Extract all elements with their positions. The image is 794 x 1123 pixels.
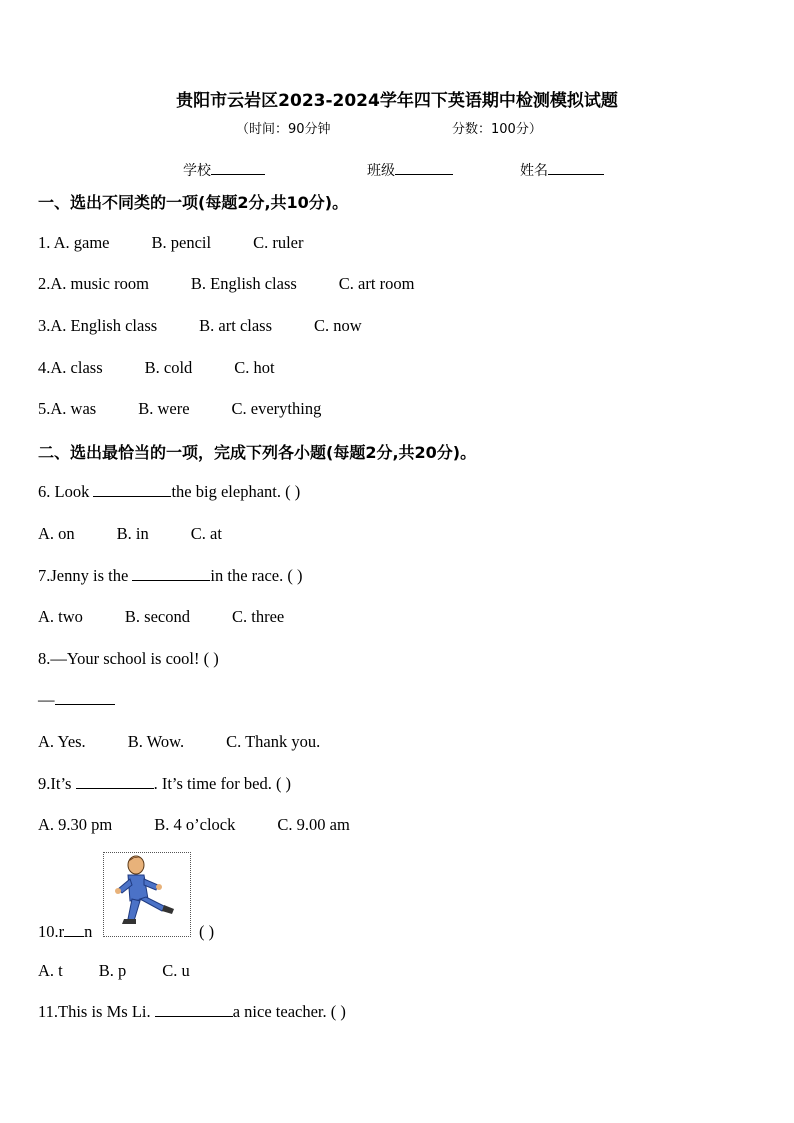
question-8-answer-line: — [38,690,115,710]
question-4: 4.A. class B. cold C. hot [38,358,275,377]
school-field [183,160,265,180]
question-7-options: A. two B. second C. three [38,607,285,626]
class-field [367,160,453,180]
name-field [520,160,604,180]
name-label: 姓名 [520,163,548,179]
question-11: 11.This is Ms Li. a nice teacher. ( ) [38,1002,346,1021]
question-8: 8.—Your school is cool! ( ) [38,649,219,668]
question-6: 6. Look the big elephant. ( ) [38,482,301,501]
section2-heading: 二、选出最恰当的一项，完成下列各小题(每题2分,共20分)。 [38,443,477,462]
question-2: 2.A. music room B. English class C. art room [38,274,415,293]
question-8-options: A. Yes. B. Wow. C. Thank you. [38,732,321,751]
question-9-options: A. 9.30 pm B. 4 o’clock C. 9.00 am [38,815,350,834]
running-man-icon [103,852,191,937]
question-3: 3.A. English class B. art class C. now [38,316,362,335]
exam-score: 分数：100分） [452,122,542,137]
question-10-options: A. t B. p C. u [38,961,190,980]
question-7: 7.Jenny is the in the race. ( ) [38,566,303,585]
question-9: 9.It’s . It’s time for bed. ( ) [38,774,292,793]
question-10: 10.r n [38,922,93,941]
question-10-paren: ( ) [199,922,215,941]
class-label: 班级 [367,163,395,179]
exam-time: （时间：90分钟 [236,122,331,137]
section1-heading: 一、选出不同类的一项(每题2分,共10分)。 [38,193,349,212]
school-label: 学校 [183,163,211,179]
question-1: 1. A. game B. pencil C. ruler [38,233,304,252]
question-5: 5.A. was B. were C. everything [38,399,322,418]
question-6-options: A. on B. in C. at [38,524,222,543]
page-title: 贵阳市云岩区2023-2024学年四下英语期中检测模拟试题 [176,91,618,111]
